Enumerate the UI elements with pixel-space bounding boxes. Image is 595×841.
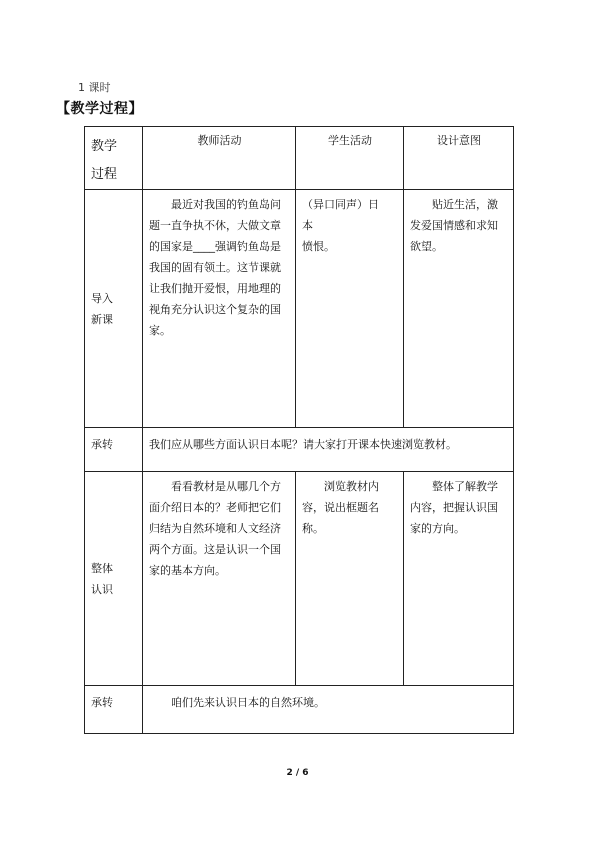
table-row-transition-2 [85, 686, 514, 734]
stage-overview-line2: 认识 [91, 582, 113, 596]
transition-2-text: 咱们先来认识日本的自然环境。 [171, 696, 325, 709]
stage-intro-line2: 新课 [91, 312, 113, 326]
content-cell-transition-2 [143, 686, 514, 734]
content-cell-transition-1 [143, 428, 514, 472]
table-header-row [85, 127, 514, 190]
student-intro-line3: 愤恨。 [302, 240, 335, 253]
stage-transition-1: 承转 [91, 438, 113, 451]
teacher-text-intro: 最近对我国的钓鱼岛问题一直争执不休，大做文章的国家是____强调钓鱼岛是我国的固有领土。这节课就让我们抛开爱恨，用地理的视角充分认识这个复杂的国家。 [149, 198, 281, 337]
stage-transition-2: 承转 [91, 696, 113, 709]
header-intent-cell [404, 127, 514, 190]
header-stage-line2: 过程 [91, 167, 118, 182]
header-intent-label: 设计意图 [437, 134, 481, 147]
teacher-cell-overview [143, 472, 296, 686]
header-stage-cell [85, 127, 143, 190]
table-row-transition-1 [85, 428, 514, 472]
stage-overview-line1: 整体 [91, 561, 113, 575]
section-title: 【教学过程】 [56, 101, 143, 117]
student-intro-line2: 本 [302, 219, 313, 232]
header-student-cell [296, 127, 404, 190]
intent-text-intro: 贴近生活，激发爱国情感和求知欲望。 [410, 198, 498, 253]
student-text-overview: 浏览教材内容，说出框题名称。 [302, 480, 379, 535]
page-number: 2 / 6 [286, 768, 309, 778]
header-teacher-cell [143, 127, 296, 190]
stage-cell-transition-1 [85, 428, 143, 472]
student-cell-overview [296, 472, 404, 686]
intent-text-overview: 整体了解教学内容，把握认识国家的方向。 [410, 480, 498, 535]
header-teacher-label: 教师活动 [197, 134, 242, 147]
table-row-overview [85, 472, 514, 686]
intent-cell-overview [404, 472, 514, 686]
student-cell-intro [296, 190, 404, 428]
stage-intro-line1: 导入 [91, 291, 113, 305]
teaching-process-table [84, 126, 514, 734]
header-stage-line1: 教学 [91, 139, 118, 154]
stage-cell-transition-2 [85, 686, 143, 734]
transition-1-text: 我们应从哪些方面认识日本呢？请大家打开课本快速浏览教材。 [149, 438, 457, 451]
intent-cell-intro [404, 190, 514, 428]
teacher-text-overview: 看看教材是从哪几个方面介绍日本的？老师把它们归结为自然环境和人文经济两个方面。这是认识一个国家的基本方向。 [149, 480, 281, 577]
table-row-intro [85, 190, 514, 428]
stage-cell-intro [85, 190, 143, 428]
stage-cell-overview [85, 472, 143, 686]
teacher-cell-intro [143, 190, 296, 428]
student-intro-line1: （异口同声）日 [302, 198, 379, 211]
lesson-hours: 1 课时 [78, 81, 111, 94]
header-student-label: 学生活动 [328, 134, 372, 147]
